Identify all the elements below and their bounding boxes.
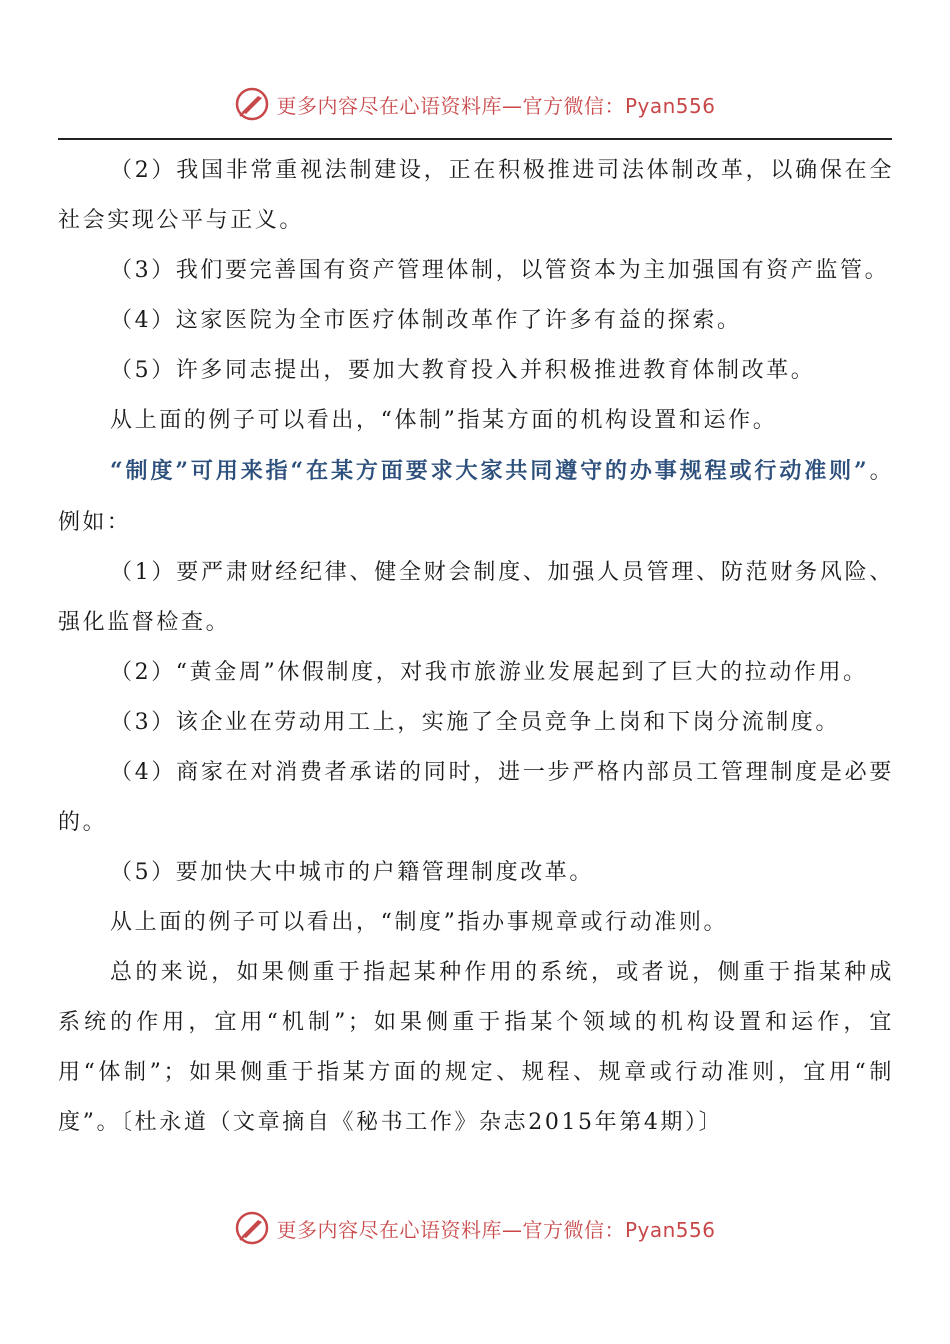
document-body [58,146,894,1148]
footer-banner [0,1206,950,1250]
paragraph: （5）许多同志提出，要加大教育投入并积极推进教育体制改革。 [110,358,816,383]
paragraph: （2）我国非常重视法制建设，正在积极推进司法体制改革，以确保在全社会实现公平与正义。 [58,158,894,233]
header-banner [0,82,950,126]
section-heading [58,446,894,548]
paragraph: （3）我们要完善国有资产管理体制，以管资本为主加强国有资产监管。 [110,258,890,283]
header-banner-text: 更多内容尽在心语资料库—官方微信：Pyan556 [276,93,716,118]
paragraph: （3）该企业在劳动用工上，实施了全员竞争上岗和下岗分流制度。 [110,710,840,735]
pen-seal-logo-icon [234,1210,270,1246]
paragraph: （5）要加快大中城市的户籍管理制度改革。 [110,860,594,885]
paragraph: （1）要严肃财经纪律、健全财会制度、加强人员管理、防范财务风险、强化监督检查。 [58,560,894,635]
paragraph: （4）这家医院为全市医疗体制改革作了许多有益的探索。 [110,308,742,333]
paragraph: 从上面的例子可以看出，“体制”指某方面的机构设置和运作。 [110,408,778,433]
section-heading-rest: 。例如： [58,459,894,535]
paragraph: 总的来说，如果侧重于指起某种作用的系统，或者说，侧重于指某种成系统的作用，宜用“机制”；如果侧重于指某个领域的机构设置和运作，宜用“体制”；如果侧重于指某方面的规定、规程、规章或行动准则，宜用“制度”。〔杜永道（文章摘自《秘书工作》杂志2015年第4期）〕 [58,960,894,1135]
header-divider [58,138,892,140]
paragraph: （2）“黄金周”休假制度，对我市旅游业发展起到了巨大的拉动作用。 [110,660,868,685]
paragraph: （4）商家在对消费者承诺的同时，进一步严格内部员工管理制度是必要的。 [58,760,894,835]
section-heading-bold: “制度”可用来指“在某方面要求大家共同遵守的办事规程或行动准则” [110,458,870,484]
pen-seal-logo-icon [234,86,270,122]
paragraph: 从上面的例子可以看出，“制度”指办事规章或行动准则。 [110,910,729,935]
footer-banner-text: 更多内容尽在心语资料库—官方微信：Pyan556 [276,1217,716,1242]
